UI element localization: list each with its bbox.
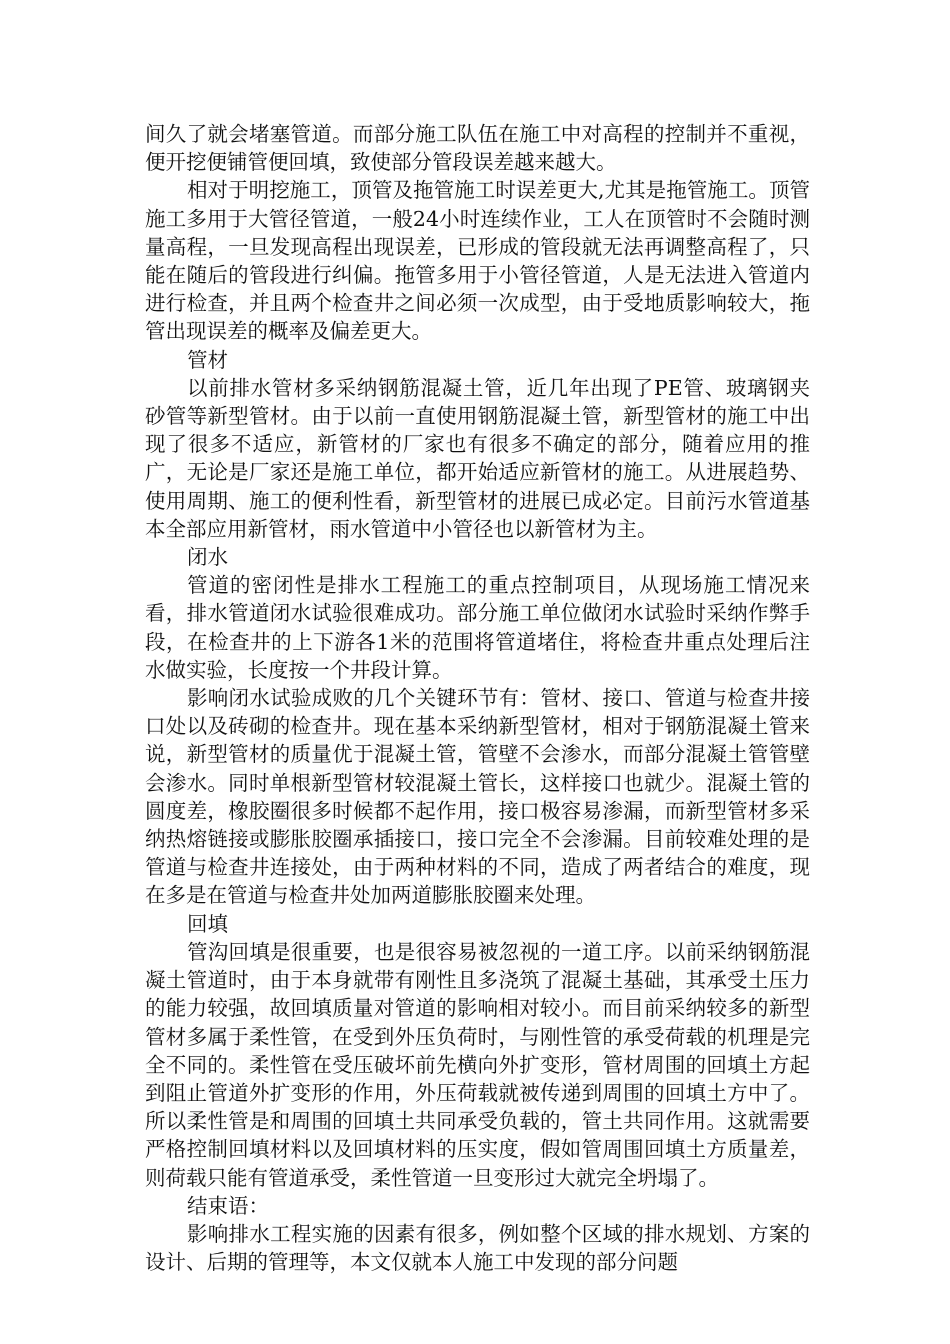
body-paragraph: 影响闭水试验成败的几个关键环节有：管材、接口、管道与检查井接口处以及砖砌的检查井。现在基本采纳新型管材，相对于钢筋混凝土管来说，新型管材的质量优于混凝土管，管壁不会渗水，而部分混凝土管管壁会渗水。同时单根新型管材较混凝土管长，这样接口也就少。混凝土管的圆度差，橡胶圈很多时候都不起作用，接口极容易渗漏，而新型管材多采纳热熔链接或膨胀胶圈承插接口，接口完全不会渗漏。目前较难处理的是管道与检查井连接处，由于两种材料的不同，造成了两者结合的难度，现在多是在管道与检查井处加两道膨胀胶圈来处理。 (145, 686, 810, 908)
body-paragraph: 相对于明挖施工，顶管及拖管施工时误差更大,尤其是拖管施工。顶管施工多用于大管径管道，一般24小时连续作业，工人在顶管时不会随时测量高程，一旦发现高程出现误差，已形成的管段就无法再调整高程了，只能在随后的管段进行纠偏。拖管多用于小管径管道，人是无法进入管道内进行检查，并且两个检查井之间必须一次成型，由于受地质影响较大，拖管出现误差的概率及偏差更大。 (145, 178, 810, 344)
body-paragraph: 管沟回填是很重要，也是很容易被忽视的一道工序。以前采纳钢筋混凝土管道时，由于本身就带有刚性且多浇筑了混凝土基础，其承受土压力的能力较强，故回填质量对管道的影响相对较小。而目前采纳较多的新型管材多属于柔性管，在受到外压负荷时，与刚性管的承受荷载的机理是完全不同的。柔性管在受压破坏前先横向外扩变形，管材周围的回填土方起到阻止管道外扩变形的作用，外压荷载就被传递到周围的回填土方中了。所以柔性管是和周围的回填土共同承受负载的，管土共同作用。这就需要严格控制回填材料以及回填材料的压实度，假如管周围回填土方质量差，则荷载只能有管道承受，柔性管道一旦变形过大就完全坍塌了。 (145, 939, 810, 1190)
body-paragraph: 管道的密闭性是排水工程施工的重点控制项目，从现场施工情况来看，排水管道闭水试验很难成功。部分施工单位做闭水试验时采纳作弊手段，在检查井的上下游各1米的范围将管道堵住，将检查井重点处理后注水做实验，长度按一个井段计算。 (145, 573, 810, 682)
document-body (145, 120, 810, 1276)
body-paragraph: 影响排水工程实施的因素有很多，例如整个区域的排水规划、方案的设计、后期的管理等，本文仅就本人施工中发现的部分问题 (145, 1221, 810, 1275)
section-heading: 回填 (187, 911, 228, 936)
body-paragraph: 以前排水管材多采纳钢筋混凝土管，近几年出现了PE管、玻璃钢夹砂管等新型管材。由于以前一直使用钢筋混凝土管，新型管材的施工中出现了很多不适应，新管材的厂家也有很多不确定的部分，随着应用的推广，无论是厂家还是施工单位，都开始适应新管材的施工。从进展趋势、使用周期、施工的便利性看，新型管材的进展已成必定。目前污水管道基本全部应用新管材，雨水管道中小管径也以新管材为主。 (145, 375, 810, 541)
section-heading: 结束语： (187, 1193, 269, 1218)
section-heading: 闭水 (187, 545, 228, 570)
body-paragraph: 间久了就会堵塞管道。而部分施工队伍在施工中对高程的控制并不重视，便开挖便铺管便回填，致使部分管段误差越来越大。 (145, 122, 810, 175)
section-heading: 管材 (187, 347, 228, 372)
